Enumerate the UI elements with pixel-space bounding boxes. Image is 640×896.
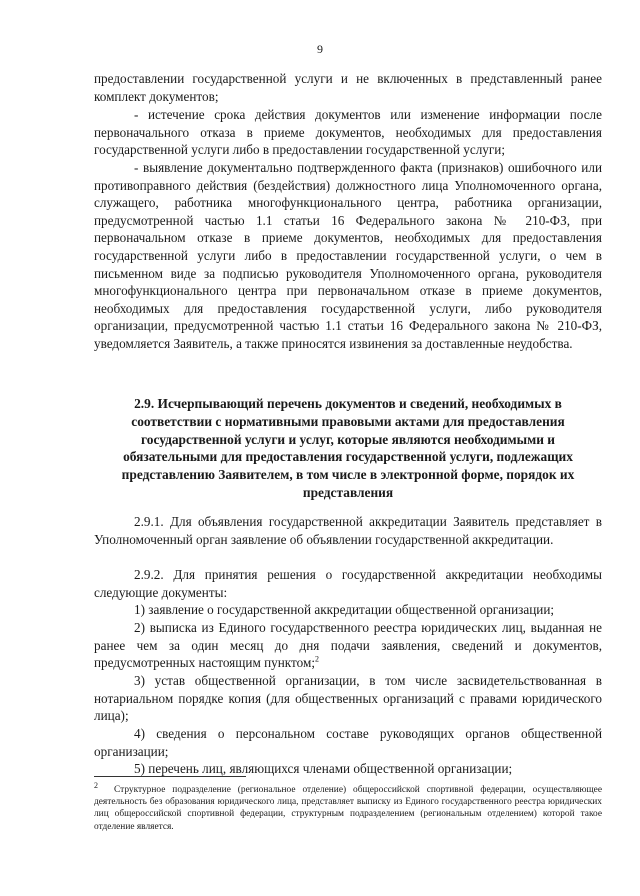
section-heading-2-9: 2.9. Исчерпывающий перечень документов и сведений, необходимых в соответствии с нормативными правовыми актами для предоставления государственной услуги и услуг, которые являются необходимыми и обязательными для предоставления государственной услуги, подлежащих представлению Заявителем, в том числе в электронной форме, порядок их представления xyxy=(121,396,575,500)
paragraph-continuation: предоставлении государственной услуги и не включенных в представленный ранее комплект документов; xyxy=(94,71,602,104)
paragraph-error-clause: - выявление документально подтвержденного факта (признаков) ошибочного или противоправного действия (бездействия) должностного лица Уполномоченного органа, служащего, работника многофункционального центра, работника организации, предусмотренной частью 1.1 статьи 16 Федерального закона № 210-ФЗ, при первоначальном отказе в приеме документов, необходимых для предоставления государственной услуги либо в предоставлении государственной услуги, о чем в письменном виде за подписью руководителя Уполномоченного органа, руководителя многофункционального центра при первоначальном отказе в приеме документов, необходимых для предоставления государственной услуги, либо руководителя организации, предусмотренной частью 1.1 статьи 16 Федерального закона № 210-ФЗ, уведомляется Заявитель, а также приносятся извинения за доставленные неудобства. xyxy=(94,160,602,351)
list-item-2-text: 2) выписка из Единого государственного реестра юридических лиц, выданная не ранее чем за один месяц до дня подачи заявления, сведений и документов, предусмотренных настоящим пунктом; xyxy=(94,620,602,671)
paragraph-expiry-clause: - истечение срока действия документов или изменение информации после первоначального отказа в приеме документов, необходимых для предоставления государственной услуги либо в предоставлении государственной услуги; xyxy=(94,107,602,158)
footnote-divider xyxy=(94,776,246,777)
list-item-4: 4) сведения о персональном составе руководящих органов общественной организации; xyxy=(94,726,602,759)
footnote-2 xyxy=(94,780,602,833)
footnote-mark: 2 xyxy=(94,780,98,790)
list-item-1: 1) заявление о государственной аккредитации общественной организации; xyxy=(134,602,555,617)
list-item-2 xyxy=(94,619,602,672)
footnote-ref-2[interactable]: 2 xyxy=(315,654,319,664)
paragraph-2-9-1: 2.9.1. Для объявления государственной аккредитации Заявитель представляет в Уполномоченный орган заявление об объявлении государственной аккредитации. xyxy=(94,514,602,547)
paragraph-2-9-2: 2.9.2. Для принятия решения о государственной аккредитации необходимы следующие документы: xyxy=(94,567,602,600)
list-item-3: 3) устав общественной организации, в том числе засвидетельствованная в нотариальном порядке копия (для общественных организаций с правами юридического лица); xyxy=(94,673,602,724)
footnote-text: Структурное подразделение (региональное отделение) общероссийской спортивной федерации, осуществляющее деятельность без образования юридического лица, представляет выписку из Единого государственного реестра юридических лиц общероссийской спортивной федерации, структурным подразделением (региональным отделением) которой такое отделение является. xyxy=(94,785,602,832)
list-item-5: 5) перечень лиц, являющихся членами общественной организации; xyxy=(134,761,513,776)
page-number: 9 xyxy=(317,42,323,56)
